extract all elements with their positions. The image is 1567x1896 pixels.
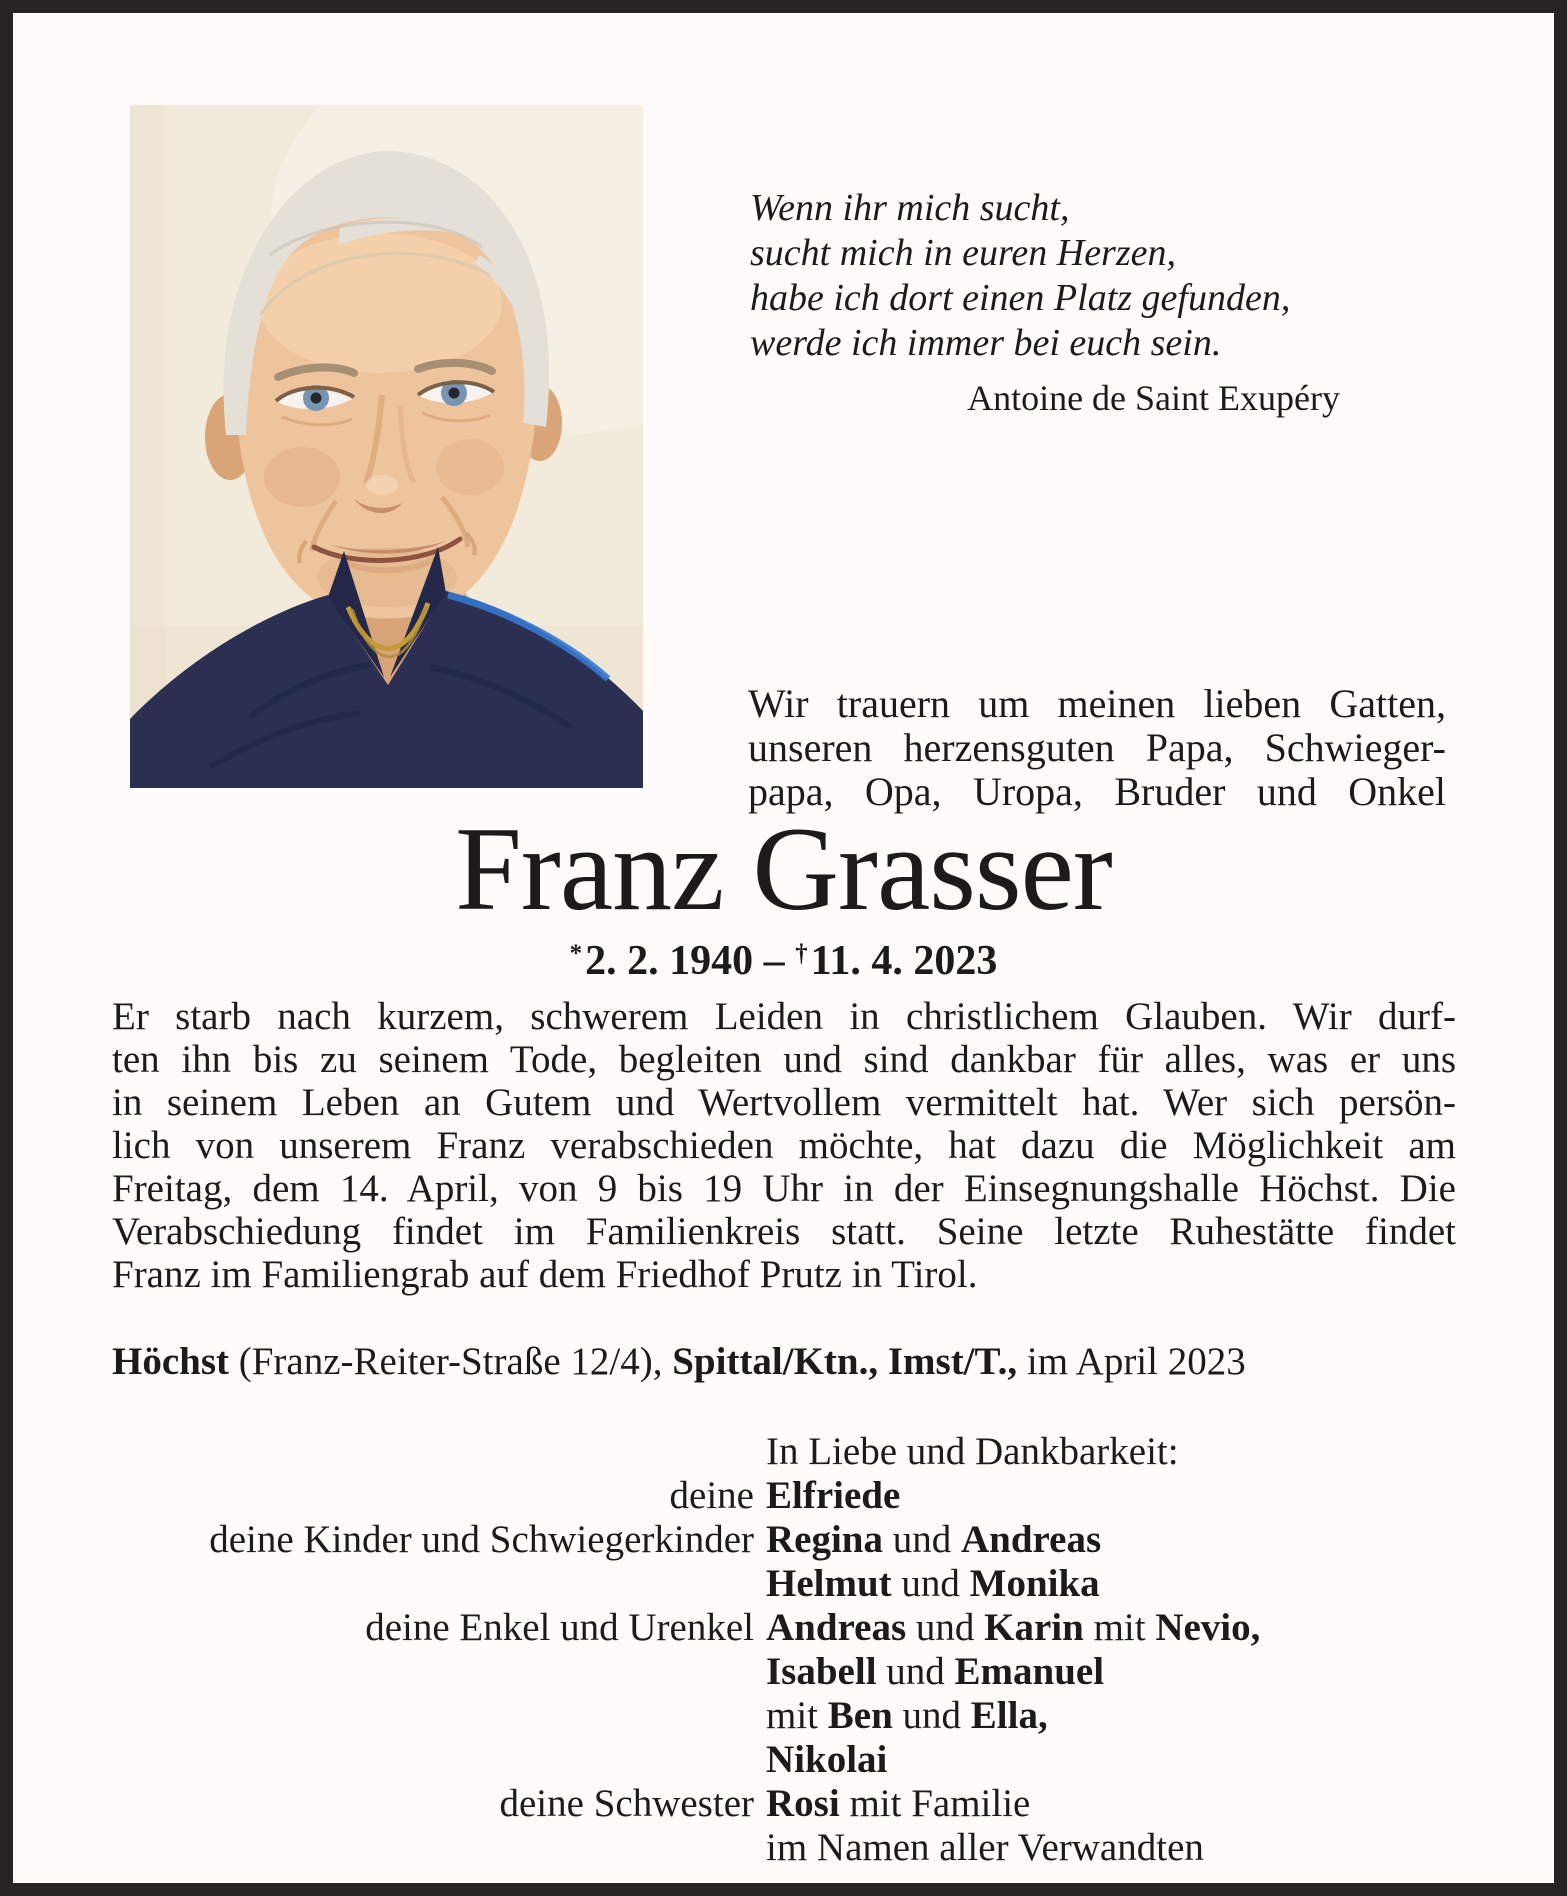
bold-text: Karin bbox=[984, 1606, 1084, 1649]
life-dates bbox=[0, 938, 1567, 990]
mourner-names bbox=[766, 1606, 1456, 1650]
regular-text: mit bbox=[1083, 1606, 1156, 1649]
memorial-quote bbox=[750, 186, 1344, 421]
right-cheek bbox=[436, 439, 504, 495]
regular-text: mit bbox=[766, 1694, 828, 1737]
text-line: unseren herzensguten Papa, Schwieger- bbox=[748, 725, 1446, 770]
bold-text: Elfriede bbox=[766, 1474, 901, 1517]
bold-text: Isabell bbox=[766, 1650, 877, 1693]
bold-text: Emanuel bbox=[954, 1650, 1105, 1693]
mourner-row bbox=[112, 1738, 1456, 1782]
text-line: in seinem Leben an Gutem und Wertvollem vermittelt hat. Wer sich persön- bbox=[112, 1081, 1456, 1124]
regular-text: mit Familie bbox=[839, 1782, 1031, 1825]
mourner-relation-label bbox=[112, 1650, 754, 1694]
mourner-row bbox=[112, 1562, 1456, 1606]
mourner-relation-label bbox=[112, 1562, 754, 1606]
mourner-row bbox=[112, 1606, 1456, 1650]
mourner-row bbox=[112, 1782, 1456, 1826]
mourner-row bbox=[112, 1518, 1456, 1562]
left-cheek bbox=[264, 447, 340, 507]
bold-text: Ella, bbox=[970, 1694, 1048, 1737]
mourners-list bbox=[112, 1474, 1456, 1870]
bold-text: Regina bbox=[766, 1518, 883, 1561]
mourner-relation-label: deine Enkel und Urenkel bbox=[365, 1606, 754, 1649]
text-line: sucht mich in euren Herzen, bbox=[750, 232, 1176, 274]
text-line: Verabschiedung findet im Familienkreis statt. Seine letzte Ruhestätte findet bbox=[112, 1210, 1456, 1253]
text-line: ten ihn bis zu seinem Tode, begleiten und sind dankbar für alles, was er uns bbox=[112, 1038, 1456, 1081]
regular-text: und bbox=[891, 1562, 970, 1605]
mourner-relation-label bbox=[112, 1738, 754, 1782]
mourner-relation-label: deine Kinder und Schwiegerkinder bbox=[209, 1518, 754, 1561]
mourner-row bbox=[112, 1474, 1456, 1518]
mourner-row bbox=[112, 1694, 1456, 1738]
mourner-names bbox=[766, 1518, 1456, 1562]
mourner-names bbox=[766, 1474, 1456, 1518]
bold-text: Helmut bbox=[766, 1562, 892, 1605]
text-line: werde ich immer bei euch sein. bbox=[750, 322, 1222, 364]
portrait-photo bbox=[130, 105, 643, 788]
regular-text: und bbox=[883, 1518, 961, 1561]
quote-attribution: Antoine de Saint Exupéry bbox=[967, 378, 1340, 418]
bold-text: Andreas bbox=[961, 1518, 1102, 1561]
text-line: Franz im Familiengrab auf dem Friedhof Prutz in Tirol. bbox=[112, 1253, 978, 1296]
mourner-row bbox=[112, 1650, 1456, 1694]
regular-text: und bbox=[892, 1694, 971, 1737]
bold-text: Monika bbox=[969, 1562, 1100, 1605]
mourner-row bbox=[112, 1826, 1456, 1870]
mourner-relation-label bbox=[112, 1694, 754, 1738]
bold-text: Höchst bbox=[112, 1340, 229, 1383]
regular-text: (Franz-Reiter-Straße 12/4), bbox=[229, 1340, 673, 1383]
text-line: Er starb nach kurzem, schwerem Leiden in christlichem Glauben. Wir durf- bbox=[112, 995, 1456, 1038]
right-pupil bbox=[449, 388, 460, 399]
mourner-names bbox=[766, 1782, 1456, 1826]
date-separator: – bbox=[753, 938, 796, 984]
bold-text: Spittal/Ktn., Imst/T., bbox=[672, 1340, 1018, 1383]
left-pupil bbox=[311, 393, 322, 404]
mourner-names bbox=[766, 1694, 1456, 1738]
deceased-name: Franz Grasser bbox=[455, 802, 1112, 935]
mourner-names bbox=[766, 1826, 1456, 1870]
bold-text: Rosi bbox=[766, 1782, 840, 1825]
regular-text: im Namen aller Verwandten bbox=[766, 1826, 1204, 1869]
birth-symbol: * bbox=[569, 940, 583, 967]
text-line: lich von unserem Franz verabschieden möchte, hat dazu die Möglichkeit am bbox=[112, 1124, 1456, 1167]
death-date: 11. 4. 2023 bbox=[810, 938, 998, 984]
bold-text: Nevio, bbox=[1155, 1606, 1261, 1649]
bold-text: Andreas bbox=[766, 1606, 907, 1649]
regular-text: im April 2023 bbox=[1017, 1340, 1246, 1383]
closing-phrase: In Liebe und Dankbarkeit: bbox=[766, 1430, 1179, 1473]
text-line: papa, Opa, Uropa, Bruder und Onkel bbox=[748, 769, 1446, 814]
place-date-line bbox=[112, 1340, 1456, 1384]
birth-date: 2. 2. 1940 bbox=[585, 938, 754, 984]
bold-text: Ben bbox=[827, 1694, 893, 1737]
bold-text: Nikolai bbox=[766, 1738, 888, 1781]
photo-bg-edge bbox=[130, 105, 166, 788]
regular-text: und bbox=[876, 1650, 955, 1693]
text-line: Wir trauern um meinen lieben Gatten, bbox=[748, 681, 1446, 726]
quote-lines bbox=[750, 186, 1344, 366]
mourner-relation-label bbox=[112, 1826, 754, 1870]
death-symbol: † bbox=[795, 940, 808, 967]
obituary-text bbox=[112, 995, 1456, 1296]
text-line: Freitag, dem 14. April, von 9 bis 19 Uhr in der Einsegnungshalle Höchst. Die bbox=[112, 1167, 1456, 1210]
mourner-relation-label: deine bbox=[669, 1474, 754, 1517]
mourning-intro bbox=[748, 682, 1446, 814]
regular-text: und bbox=[906, 1606, 985, 1649]
nose-tip bbox=[366, 475, 398, 495]
mourner-names bbox=[766, 1650, 1456, 1694]
portrait-illustration bbox=[130, 105, 643, 788]
text-line: Wenn ihr mich sucht, bbox=[750, 187, 1070, 229]
mourner-relation-label: deine Schwester bbox=[499, 1782, 754, 1825]
mourner-names bbox=[766, 1562, 1456, 1606]
text-line: habe ich dort einen Platz gefunden, bbox=[750, 277, 1291, 319]
mourner-names bbox=[766, 1738, 1456, 1782]
